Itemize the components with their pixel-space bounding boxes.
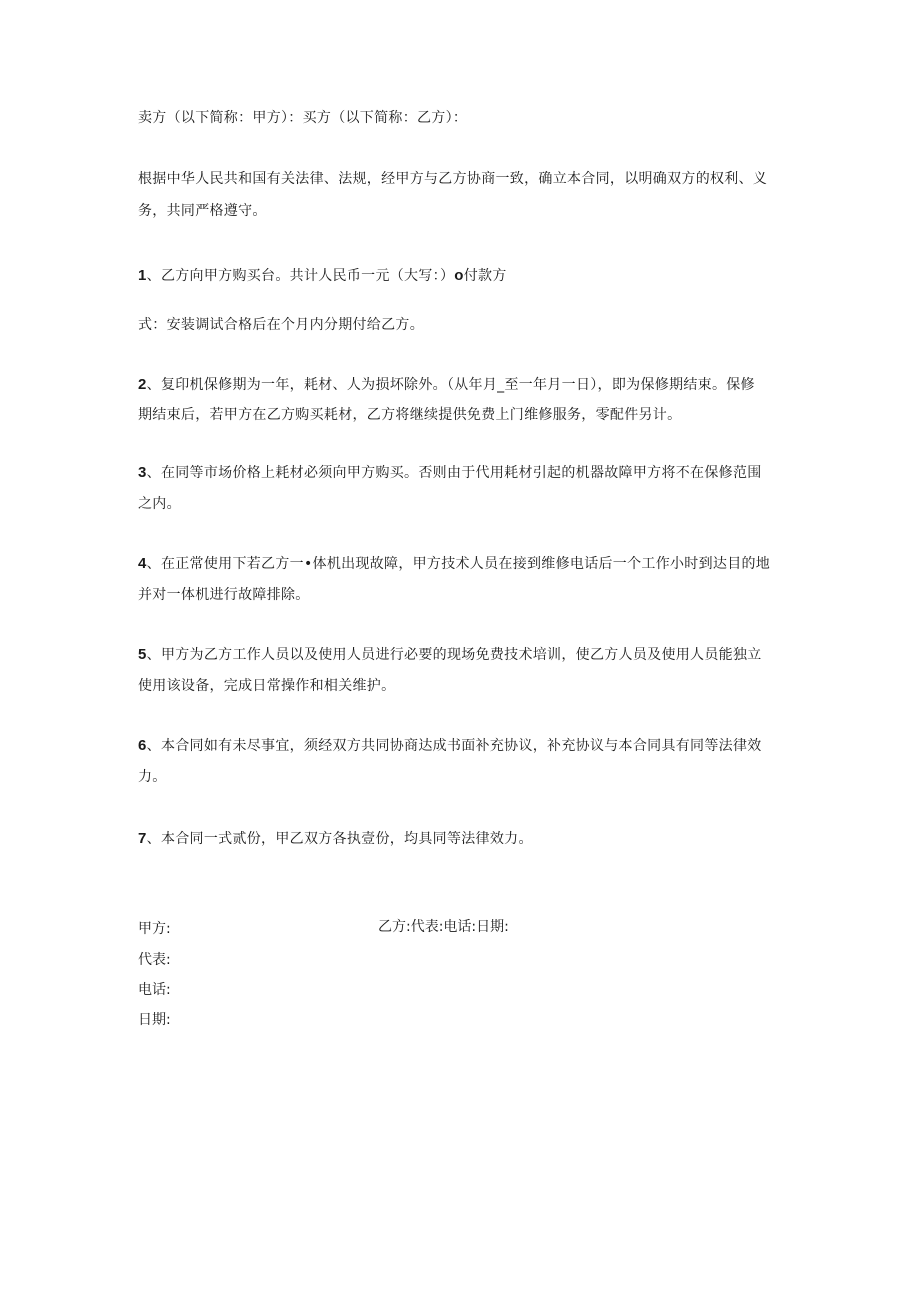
clause-6-line-1 <box>138 736 762 756</box>
clause-text: 、复印机保修期为一年，耗材、人为损坏除外。（从年月_至一年月一日），即为保修期结束。保修 <box>146 377 755 393</box>
intro-line-1: 根据中华人民共和国有关法律、法规，经甲方与乙方协商一致，确立本合同，以明确双方的权利、义 <box>138 171 768 187</box>
clause-number: 2 <box>138 376 147 393</box>
intro-line-2: 务，共同严格遵守。 <box>138 203 267 219</box>
clause-3-line-1 <box>138 463 762 483</box>
clause-number: 1 <box>138 267 147 284</box>
clause-5-line-1 <box>138 645 762 665</box>
clause-4-line-1 <box>138 554 770 574</box>
clause-3-line-2: 之内。 <box>138 496 181 512</box>
clause-text-tail: 付款方 <box>463 268 507 284</box>
clause-number: 6 <box>138 737 147 754</box>
clause-1-line-1 <box>138 266 507 286</box>
clause-1-line-2: 式：安装调试合格后在个月内分期付给乙方。 <box>138 317 424 333</box>
clause-number: 5 <box>138 646 147 663</box>
party-b-signature-line: 乙方:代表:电话:日期: <box>378 919 509 935</box>
clause-text: 、本合同如有未尽事宜，须经双方共同协商达成书面补充协议，补充协议与本合同具有同等法律效 <box>146 738 762 754</box>
party-a-label: 甲方: <box>138 921 171 937</box>
clause-4-line-2: 并对一体机进行故障排除。 <box>138 587 310 603</box>
clause-text: 、乙方向甲方购买台。共计人民币一元（大写：） <box>146 268 455 284</box>
clause-number: 3 <box>138 464 147 481</box>
clause-number: 4 <box>138 555 147 572</box>
clause-text: 、在正常使用下若乙方一•体机出现故障，甲方技术人员在接到维修电话后一个工作小时到达目的地 <box>146 556 771 572</box>
date-label: 日期: <box>138 1012 171 1028</box>
clause-mark: o <box>454 267 464 284</box>
clause-2-line-2: 期结束后，若甲方在乙方购买耗材，乙方将继续提供免费上门维修服务，零配件另计。 <box>138 407 682 423</box>
clause-text: 、本合同一式贰份，甲乙双方各执壹份，均具同等法律效力。 <box>146 831 533 847</box>
clause-text: 、在同等市场价格上耗材必须向甲方购买。否则由于代用耗材引起的机器故障甲方将不在保修范围 <box>146 465 762 481</box>
clause-2-line-1 <box>138 375 755 395</box>
parties-line: 卖方（以下简称：甲方）：买方（以下简称：乙方）： <box>138 110 468 126</box>
clause-text: 、甲方为乙方工作人员以及使用人员进行必要的现场免费技术培训，使乙方人员及使用人员能独立 <box>146 647 762 663</box>
clause-number: 7 <box>138 830 147 847</box>
representative-label: 代表: <box>138 952 171 968</box>
clause-6-line-2: 力。 <box>138 769 167 785</box>
phone-label: 电话: <box>138 982 171 998</box>
clause-5-line-2: 使用该设备，完成日常操作和相关维护。 <box>138 678 396 694</box>
clause-7-line-1 <box>138 829 533 849</box>
